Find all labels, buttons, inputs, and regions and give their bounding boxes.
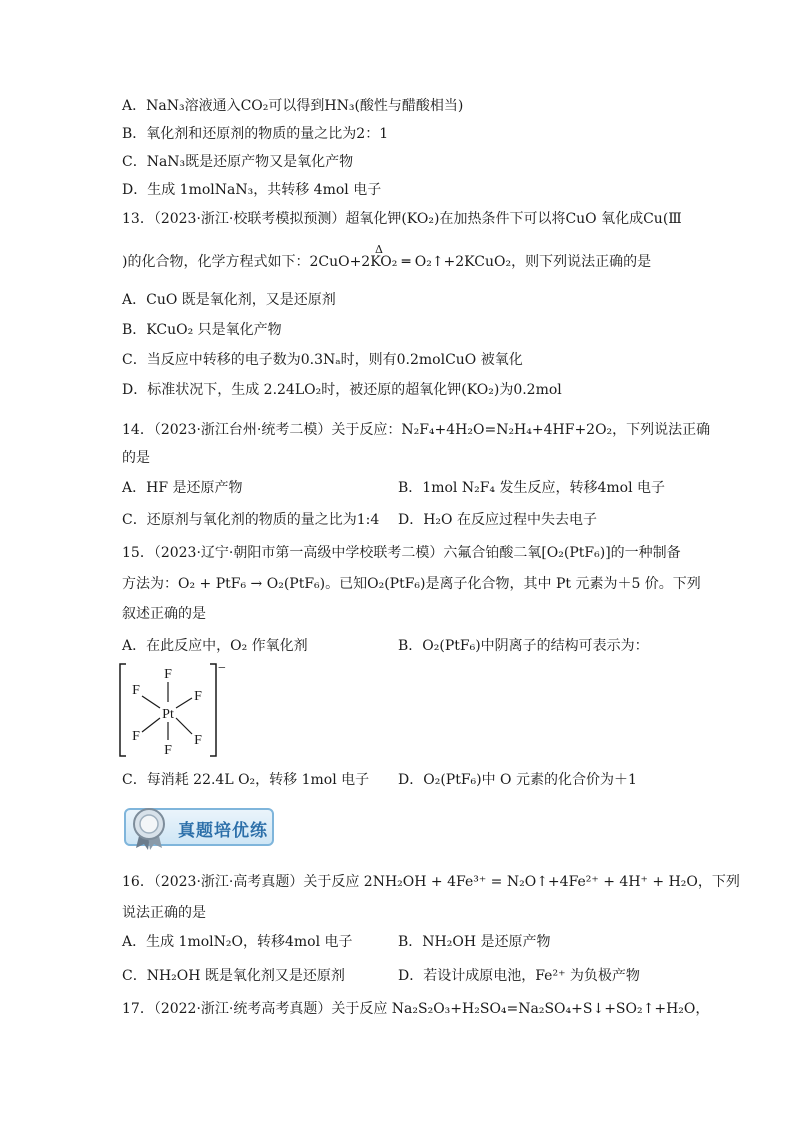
option-c: C．还原剂与氧化剂的物质的量之比为1:4 xyxy=(122,512,380,528)
option-c: C．NH₂OH 既是氧化剂又是还原剂 xyxy=(122,968,345,984)
option-b: B．O₂(PtF₆)中阴离子的结构可表示为： xyxy=(398,638,649,654)
option-b: B．KCuO₂ 只是氧化产物 xyxy=(122,322,282,338)
question-17: 17．（2022·浙江·统考高考真题）关于反应 Na₂S₂O₃+H₂SO₄=Na₂SO₄+S↓+SO₂↑+H₂O， xyxy=(122,1001,710,1017)
option-a: A．在此反应中，O₂ 作氧化剂 xyxy=(122,638,308,654)
line: D．生成 1molNaN₃，共转移 4mol 电子 xyxy=(122,182,382,198)
question-14: 14．（2023·浙江台州·统考二模）关于反应：N₂F₄+4H₂O=N₂H₄+4HF+2O₂，下列说法正确 xyxy=(122,422,711,438)
option-d: D．H₂O 在反应过程中失去电子 xyxy=(398,512,597,528)
ptf6-structure xyxy=(118,660,228,760)
option-b: B．1mol N₂F₄ 发生反应，转移4mol 电子 xyxy=(398,480,666,496)
question-16: 16．（2023·浙江·高考真题）关于反应 2NH₂OH + 4Fe³⁺ = N₂O↑+4Fe²⁺ + 4H⁺ + H₂O，下列 xyxy=(122,874,740,890)
heat-condition: Δ xyxy=(375,243,383,256)
option-d: D．标准状况下，生成 2.24LO₂时，被还原的超氧化钾(KO₂)为0.2mol xyxy=(122,382,562,398)
question-15-cont: 叙述正确的是 xyxy=(122,606,206,622)
badge-title: 真题培优练 xyxy=(178,821,268,841)
question-14-cont: 的是 xyxy=(122,450,150,466)
line: C．NaN₃既是还原产物又是氧化产物 xyxy=(122,154,354,170)
ligand-atom: F xyxy=(194,689,202,704)
ligand-atom: F xyxy=(164,667,172,682)
option-a: A．生成 1molN₂O，转移4mol 电子 xyxy=(122,934,353,950)
anion-charge: − xyxy=(218,661,226,676)
option-d: D．若设计成原电池，Fe²⁺ 为负极产物 xyxy=(398,968,640,984)
option-a: A．HF 是还原产物 xyxy=(122,480,243,496)
section-badge xyxy=(118,802,278,852)
question-15-cont: 方法为：O₂ + PtF₆ → O₂(PtF₆)。已知O₂(PtF₆)是离子化合物，其中 Pt 元素为＋5 价。下列 xyxy=(122,576,701,592)
ligand-atom: F xyxy=(164,743,172,758)
medal-icon xyxy=(128,806,170,850)
central-atom: Pt xyxy=(162,707,174,722)
ligand-atom: F xyxy=(132,729,140,744)
option-c: C．每消耗 22.4L O₂，转移 1mol 电子 xyxy=(122,772,370,788)
question-15: 15．（2023·辽宁·朝阳市第一高级中学校联考二模）六氟合铂酸二氧[O₂(PtF₆)]的一种制备 xyxy=(122,545,681,561)
option-d: D．O₂(PtF₆)中 O 元素的化合价为＋1 xyxy=(398,772,637,788)
question-13-cont: )的化合物，化学方程式如下：2CuO+2KO₂ ═ O₂↑+2KCuO₂，则下列说法正确的是 xyxy=(122,254,652,270)
line: A．NaN₃溶液通入CO₂可以得到HN₃(酸性与醋酸相当) xyxy=(122,98,464,114)
question-13: 13．（2023·浙江·校联考模拟预测）超氧化钾(KO₂)在加热条件下可以将CuO 氧化成Cu(Ⅲ xyxy=(122,211,682,227)
line: B．氧化剂和还原剂的物质的量之比为2：1 xyxy=(122,126,389,142)
ligand-atom: F xyxy=(132,683,140,698)
option-b: B．NH₂OH 是还原产物 xyxy=(398,934,551,950)
option-a: A．CuO 既是氧化剂，又是还原剂 xyxy=(122,292,336,308)
ligand-atom: F xyxy=(194,733,202,748)
question-16-cont: 说法正确的是 xyxy=(122,905,206,921)
option-c: C．当反应中转移的电子数为0.3Nₐ时，则有0.2molCuO 被氧化 xyxy=(122,352,523,368)
